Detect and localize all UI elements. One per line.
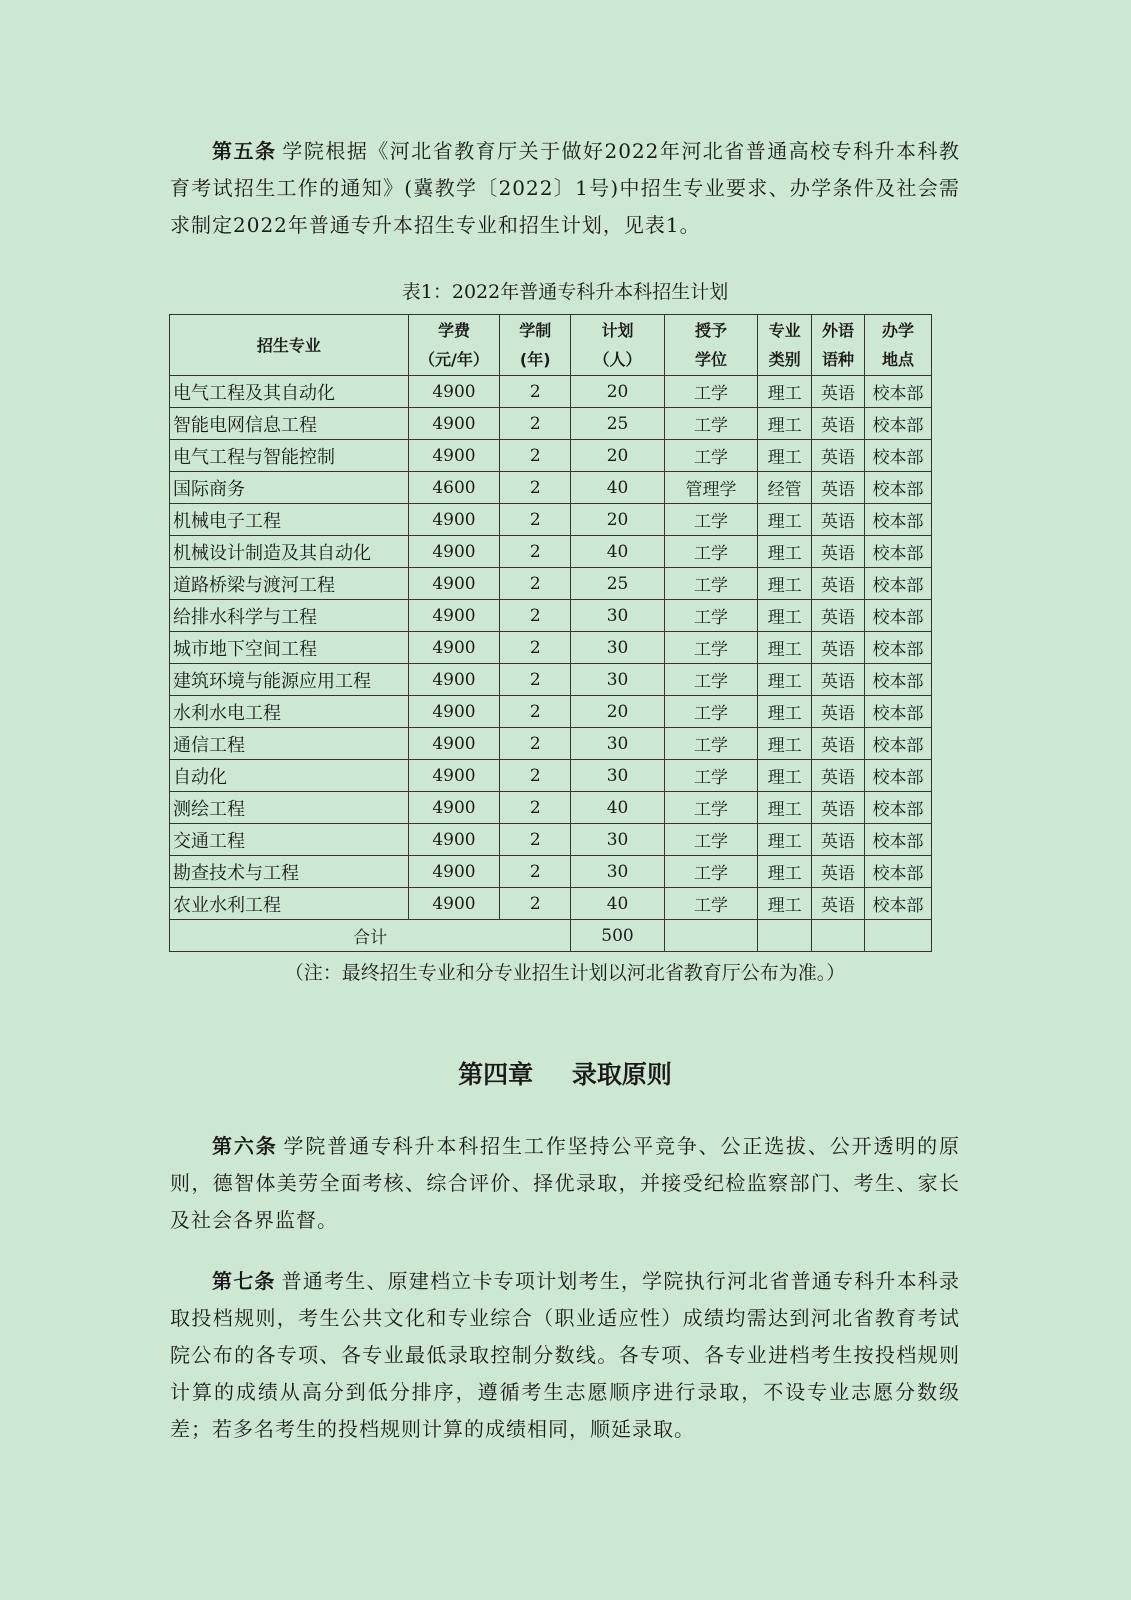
table-header-cell: 授予 学位 <box>664 315 757 376</box>
table-cell: 英语 <box>812 792 865 824</box>
table-row <box>170 408 932 440</box>
table-cell: 工学 <box>664 504 757 536</box>
major-name-cell: 电气工程与智能控制 <box>170 440 409 472</box>
table-cell: 2 <box>500 760 571 792</box>
table-cell: 4900 <box>408 408 499 440</box>
major-name-cell: 交通工程 <box>170 824 409 856</box>
table-caption: 表1：2022年普通专科升本科招生计划 <box>401 281 729 303</box>
table-cell: 英语 <box>812 760 865 792</box>
table-cell: 4900 <box>408 728 499 760</box>
table-cell: 理工 <box>758 664 812 696</box>
table-cell: 理工 <box>758 696 812 728</box>
table-row <box>170 568 932 600</box>
table-cell: 40 <box>571 792 664 824</box>
table-cell: 30 <box>571 664 664 696</box>
major-name-cell: 水利水电工程 <box>170 696 409 728</box>
table-cell: 30 <box>571 632 664 664</box>
table-cell: 校本部 <box>864 632 931 664</box>
table-cell: 2 <box>500 408 571 440</box>
table-cell: 英语 <box>812 824 865 856</box>
table-cell: 工学 <box>664 696 757 728</box>
table-header-cell: 学制 (年) <box>500 315 571 376</box>
table-cell: 校本部 <box>864 728 931 760</box>
table-header-cell: 专业 类别 <box>758 315 812 376</box>
table-cell: 40 <box>571 536 664 568</box>
table-cell: 校本部 <box>864 440 931 472</box>
table-cell: 2 <box>500 792 571 824</box>
table-cell: 理工 <box>758 632 812 664</box>
table-cell: 2 <box>500 472 571 504</box>
table-cell: 英语 <box>812 568 865 600</box>
table-cell: 工学 <box>664 632 757 664</box>
table-header-row <box>170 315 932 376</box>
table-cell: 25 <box>571 408 664 440</box>
article-5-lead: 第五条 <box>212 139 277 163</box>
article-7-text: 普通考生、原建档立卡专项计划考生，学院执行河北省普通专科升本科录取投档规则，考生公共文化和专业综合（职业适应性）成绩均需达到河北省教育考试院公布的各专项、各专业最低录取控制分数线。各专项、各专业进档考生按投档规则计算的成绩从高分到低分排序，遵循考生志愿顺序进行录取，不设专业志愿分数级差；若多名考生的投档规则计算的成绩相同，顺延录取。 <box>170 1269 961 1441</box>
table-cell: 工学 <box>664 440 757 472</box>
table-cell: 校本部 <box>864 824 931 856</box>
table-cell: 2 <box>500 888 571 920</box>
table-cell: 2 <box>500 536 571 568</box>
table-cell: 4900 <box>408 440 499 472</box>
table-cell: 工学 <box>664 824 757 856</box>
major-name-cell: 勘查技术与工程 <box>170 856 409 888</box>
table-cell: 英语 <box>812 856 865 888</box>
table-cell: 30 <box>571 856 664 888</box>
table-row <box>170 888 932 920</box>
table-cell: 40 <box>571 888 664 920</box>
table-cell: 校本部 <box>864 792 931 824</box>
table-cell: 英语 <box>812 440 865 472</box>
major-name-cell: 国际商务 <box>170 472 409 504</box>
table-row <box>170 696 932 728</box>
table-cell: 英语 <box>812 728 865 760</box>
major-name-cell: 电气工程及其自动化 <box>170 376 409 408</box>
major-name-cell: 农业水利工程 <box>170 888 409 920</box>
total-value: 500 <box>571 920 664 952</box>
table-cell: 2 <box>500 600 571 632</box>
table-cell: 理工 <box>758 792 812 824</box>
table-cell: 20 <box>571 440 664 472</box>
table-cell: 理工 <box>758 440 812 472</box>
major-name-cell: 测绘工程 <box>170 792 409 824</box>
table-cell: 工学 <box>664 536 757 568</box>
table-cell: 校本部 <box>864 600 931 632</box>
table-row <box>170 600 932 632</box>
table-cell: 校本部 <box>864 888 931 920</box>
table-cell: 4900 <box>408 536 499 568</box>
table-cell: 校本部 <box>864 536 931 568</box>
table-cell: 理工 <box>758 408 812 440</box>
table-cell: 理工 <box>758 376 812 408</box>
table-cell: 4900 <box>408 568 499 600</box>
table-cell: 2 <box>500 696 571 728</box>
table-cell: 4900 <box>408 792 499 824</box>
table-cell: 英语 <box>812 472 865 504</box>
table-cell: 4900 <box>408 664 499 696</box>
article-6 <box>170 1128 960 1239</box>
table-header-cell: 办学 地点 <box>864 315 931 376</box>
table-cell: 4900 <box>408 856 499 888</box>
table-cell: 40 <box>571 472 664 504</box>
table-note: （注：最终招生专业和分专业招生计划以河北省教育厅公布为准。） <box>284 962 846 984</box>
table-cell: 4900 <box>408 888 499 920</box>
table-cell: 经管 <box>758 472 812 504</box>
table-cell: 4900 <box>408 504 499 536</box>
table-cell: 英语 <box>812 408 865 440</box>
table-cell: 2 <box>500 664 571 696</box>
table-row <box>170 856 932 888</box>
table-cell: 4900 <box>408 760 499 792</box>
table-cell: 工学 <box>664 376 757 408</box>
table-cell: 校本部 <box>864 696 931 728</box>
table-row <box>170 376 932 408</box>
table-cell: 30 <box>571 824 664 856</box>
table-cell: 校本部 <box>864 472 931 504</box>
table-cell: 工学 <box>664 664 757 696</box>
table-cell: 英语 <box>812 376 865 408</box>
major-name-cell: 建筑环境与能源应用工程 <box>170 664 409 696</box>
table-body <box>170 376 932 920</box>
table-row <box>170 504 932 536</box>
table-cell: 工学 <box>664 600 757 632</box>
major-name-cell: 通信工程 <box>170 728 409 760</box>
table-cell: 30 <box>571 600 664 632</box>
table-cell: 工学 <box>664 888 757 920</box>
table-cell: 英语 <box>812 536 865 568</box>
table-header-cell: 招生专业 <box>170 315 409 376</box>
table-cell: 2 <box>500 824 571 856</box>
table-row <box>170 728 932 760</box>
table-cell: 英语 <box>812 888 865 920</box>
major-name-cell: 机械设计制造及其自动化 <box>170 536 409 568</box>
total-empty-cell <box>758 920 812 952</box>
table-cell: 理工 <box>758 536 812 568</box>
table-header-cell: 外语 语种 <box>812 315 865 376</box>
total-label: 合计 <box>170 920 571 952</box>
major-name-cell: 智能电网信息工程 <box>170 408 409 440</box>
total-empty-cell <box>812 920 865 952</box>
article-5-text: 学院根据《河北省教育厅关于做好2022年河北省普通高校专科升本科教育考试招生工作的通知》(冀教学〔2022〕1号)中招生专业要求、办学条件及社会需求制定2022年普通专升本招生专业和招生计划，见表1。 <box>170 139 960 237</box>
table-cell: 2 <box>500 632 571 664</box>
table-row <box>170 760 932 792</box>
table-cell: 4900 <box>408 824 499 856</box>
table-cell: 理工 <box>758 824 812 856</box>
table-cell: 管理学 <box>664 472 757 504</box>
enrollment-plan-table <box>169 314 932 952</box>
total-empty-cell <box>664 920 757 952</box>
table-cell: 校本部 <box>864 760 931 792</box>
table-cell: 4900 <box>408 696 499 728</box>
major-name-cell: 城市地下空间工程 <box>170 632 409 664</box>
table-cell: 2 <box>500 728 571 760</box>
table-cell: 2 <box>500 376 571 408</box>
table-cell: 20 <box>571 696 664 728</box>
table-cell: 20 <box>571 504 664 536</box>
table-cell: 校本部 <box>864 408 931 440</box>
table-cell: 4900 <box>408 632 499 664</box>
total-empty-cell <box>864 920 931 952</box>
table-cell: 2 <box>500 856 571 888</box>
table-cell: 25 <box>571 568 664 600</box>
table-cell: 理工 <box>758 728 812 760</box>
table-cell: 2 <box>500 440 571 472</box>
table-row <box>170 440 932 472</box>
table-cell: 工学 <box>664 728 757 760</box>
table-header-cell: 计划 （人） <box>571 315 664 376</box>
table-cell: 理工 <box>758 568 812 600</box>
table-header-cell: 学费 （元/年） <box>408 315 499 376</box>
table-row <box>170 472 932 504</box>
table-cell: 校本部 <box>864 568 931 600</box>
table-cell: 2 <box>500 504 571 536</box>
table-cell: 4600 <box>408 472 499 504</box>
table-cell: 20 <box>571 376 664 408</box>
table-row <box>170 632 932 664</box>
table-cell: 工学 <box>664 792 757 824</box>
table-cell: 4900 <box>408 376 499 408</box>
major-name-cell: 给排水科学与工程 <box>170 600 409 632</box>
table-cell: 理工 <box>758 856 812 888</box>
table-cell: 工学 <box>664 856 757 888</box>
chapter-heading: 第四章 录取原则 <box>458 1060 672 1089</box>
table-cell: 英语 <box>812 504 865 536</box>
major-name-cell: 道路桥梁与渡河工程 <box>170 568 409 600</box>
table-row <box>170 792 932 824</box>
article-6-text: 学院普通专科升本科招生工作坚持公平竞争、公正选拔、公开透明的原则，德智体美劳全面考核、综合评价、择优录取，并接受纪检监察部门、考生、家长及社会各界监督。 <box>170 1134 961 1232</box>
table-cell: 理工 <box>758 888 812 920</box>
table-row <box>170 536 932 568</box>
table-cell: 校本部 <box>864 504 931 536</box>
article-7 <box>170 1263 960 1448</box>
table-cell: 理工 <box>758 760 812 792</box>
table-row <box>170 824 932 856</box>
table-cell: 校本部 <box>864 856 931 888</box>
table-cell: 工学 <box>664 760 757 792</box>
table-row <box>170 664 932 696</box>
table-cell: 英语 <box>812 696 865 728</box>
table-cell: 2 <box>500 568 571 600</box>
table-cell: 理工 <box>758 504 812 536</box>
article-5 <box>170 133 960 244</box>
major-name-cell: 机械电子工程 <box>170 504 409 536</box>
table-cell: 30 <box>571 728 664 760</box>
table-cell: 校本部 <box>864 376 931 408</box>
table-cell: 30 <box>571 760 664 792</box>
major-name-cell: 自动化 <box>170 760 409 792</box>
table-cell: 工学 <box>664 408 757 440</box>
article-6-lead: 第六条 <box>212 1134 278 1158</box>
table-cell: 英语 <box>812 632 865 664</box>
table-cell: 英语 <box>812 664 865 696</box>
table-cell: 工学 <box>664 568 757 600</box>
table-cell: 理工 <box>758 600 812 632</box>
table-cell: 英语 <box>812 600 865 632</box>
table-total-row <box>170 920 932 952</box>
table-cell: 校本部 <box>864 664 931 696</box>
table-cell: 4900 <box>408 600 499 632</box>
article-7-lead: 第七条 <box>212 1269 276 1293</box>
